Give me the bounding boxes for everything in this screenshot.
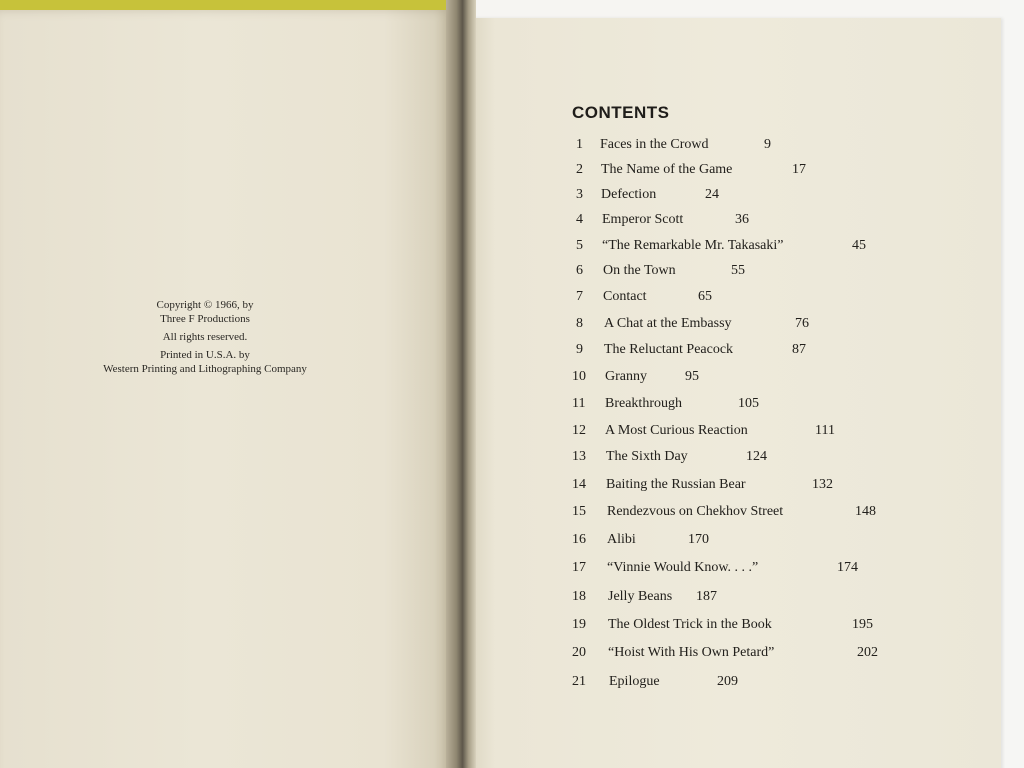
chapter-number: 17 xyxy=(572,560,586,575)
chapter-title: The Reluctant Peacock xyxy=(604,342,734,357)
chapter-number: 15 xyxy=(572,504,586,519)
chapter-page-number: 187 xyxy=(696,589,717,604)
chapter-page-number: 170 xyxy=(688,532,709,547)
chapter-page-number: 65 xyxy=(698,289,712,304)
chapter-page-number: 174 xyxy=(837,560,858,575)
chapter-number: 13 xyxy=(572,449,586,464)
chapter-title: Epilogue xyxy=(609,674,660,689)
chapter-number: 4 xyxy=(576,212,583,227)
chapter-title: Baiting the Russian Bear xyxy=(606,477,746,492)
chapter-page-number: 9 xyxy=(764,137,771,152)
chapter-number: 8 xyxy=(576,316,583,331)
chapter-title: Emperor Scott xyxy=(602,212,684,227)
chapter-number: 1 xyxy=(576,137,583,152)
chapter-title: The Sixth Day xyxy=(606,449,688,464)
chapter-number: 10 xyxy=(572,369,586,384)
chapter-number: 18 xyxy=(572,589,586,604)
chapter-page-number: 105 xyxy=(738,396,759,411)
contents-title: CONTENTS xyxy=(572,103,670,122)
chapter-page-number: 45 xyxy=(852,238,866,253)
chapter-number: 3 xyxy=(576,187,583,202)
chapter-title: Defection xyxy=(601,187,657,202)
chapter-page-number: 209 xyxy=(717,674,738,689)
chapter-page-number: 202 xyxy=(857,645,878,660)
chapter-title: Jelly Beans xyxy=(608,589,673,604)
chapter-page-number: 76 xyxy=(795,316,809,331)
chapter-page-number: 132 xyxy=(812,477,833,492)
chapter-title: The Name of the Game xyxy=(601,162,733,177)
chapter-number: 20 xyxy=(572,645,586,660)
chapter-title: “Vinnie Would Know. . . .” xyxy=(607,560,759,575)
publisher-line: Three F Productions xyxy=(160,313,250,325)
chapter-page-number: 95 xyxy=(685,369,699,384)
chapter-title: Granny xyxy=(605,369,647,384)
chapter-number: 11 xyxy=(572,396,586,411)
chapter-page-number: 55 xyxy=(731,263,745,278)
chapter-title: A Chat at the Embassy xyxy=(604,316,732,331)
chapter-title: Breakthrough xyxy=(605,396,682,411)
chapter-title: Faces in the Crowd xyxy=(600,137,709,152)
chapter-page-number: 124 xyxy=(746,449,767,464)
chapter-page-number: 87 xyxy=(792,342,806,357)
chapter-page-number: 24 xyxy=(705,187,719,202)
chapter-number: 12 xyxy=(572,423,586,438)
chapter-page-number: 195 xyxy=(852,617,873,632)
chapter-number: 19 xyxy=(572,617,586,632)
printer-line: Western Printing and Lithographing Company xyxy=(103,363,307,375)
chapter-number: 7 xyxy=(576,289,583,304)
chapter-number: 9 xyxy=(576,342,583,357)
chapter-page-number: 17 xyxy=(792,162,806,177)
chapter-number: 5 xyxy=(576,238,583,253)
chapter-title: Rendezvous on Chekhov Street xyxy=(607,504,784,519)
chapter-number: 16 xyxy=(572,532,586,547)
chapter-title: On the Town xyxy=(603,263,676,278)
chapter-page-number: 148 xyxy=(855,504,876,519)
chapter-title: “Hoist With His Own Petard” xyxy=(608,645,775,660)
chapter-number: 6 xyxy=(576,263,583,278)
chapter-number: 14 xyxy=(572,477,586,492)
chapter-number: 2 xyxy=(576,162,583,177)
chapter-title: Alibi xyxy=(607,532,636,547)
chapter-title: The Oldest Trick in the Book xyxy=(608,617,772,632)
chapter-title: A Most Curious Reaction xyxy=(605,423,748,438)
chapter-title: Contact xyxy=(603,289,647,304)
chapter-page-number: 36 xyxy=(735,212,749,227)
chapter-title: “The Remarkable Mr. Takasaki” xyxy=(602,238,784,253)
chapter-number: 21 xyxy=(572,674,586,689)
copyright-line: Copyright © 1966, by xyxy=(156,299,254,311)
rights-line: All rights reserved. xyxy=(162,331,248,343)
chapter-page-number: 111 xyxy=(815,423,835,438)
printed-line: Printed in U.S.A. by xyxy=(160,349,250,361)
